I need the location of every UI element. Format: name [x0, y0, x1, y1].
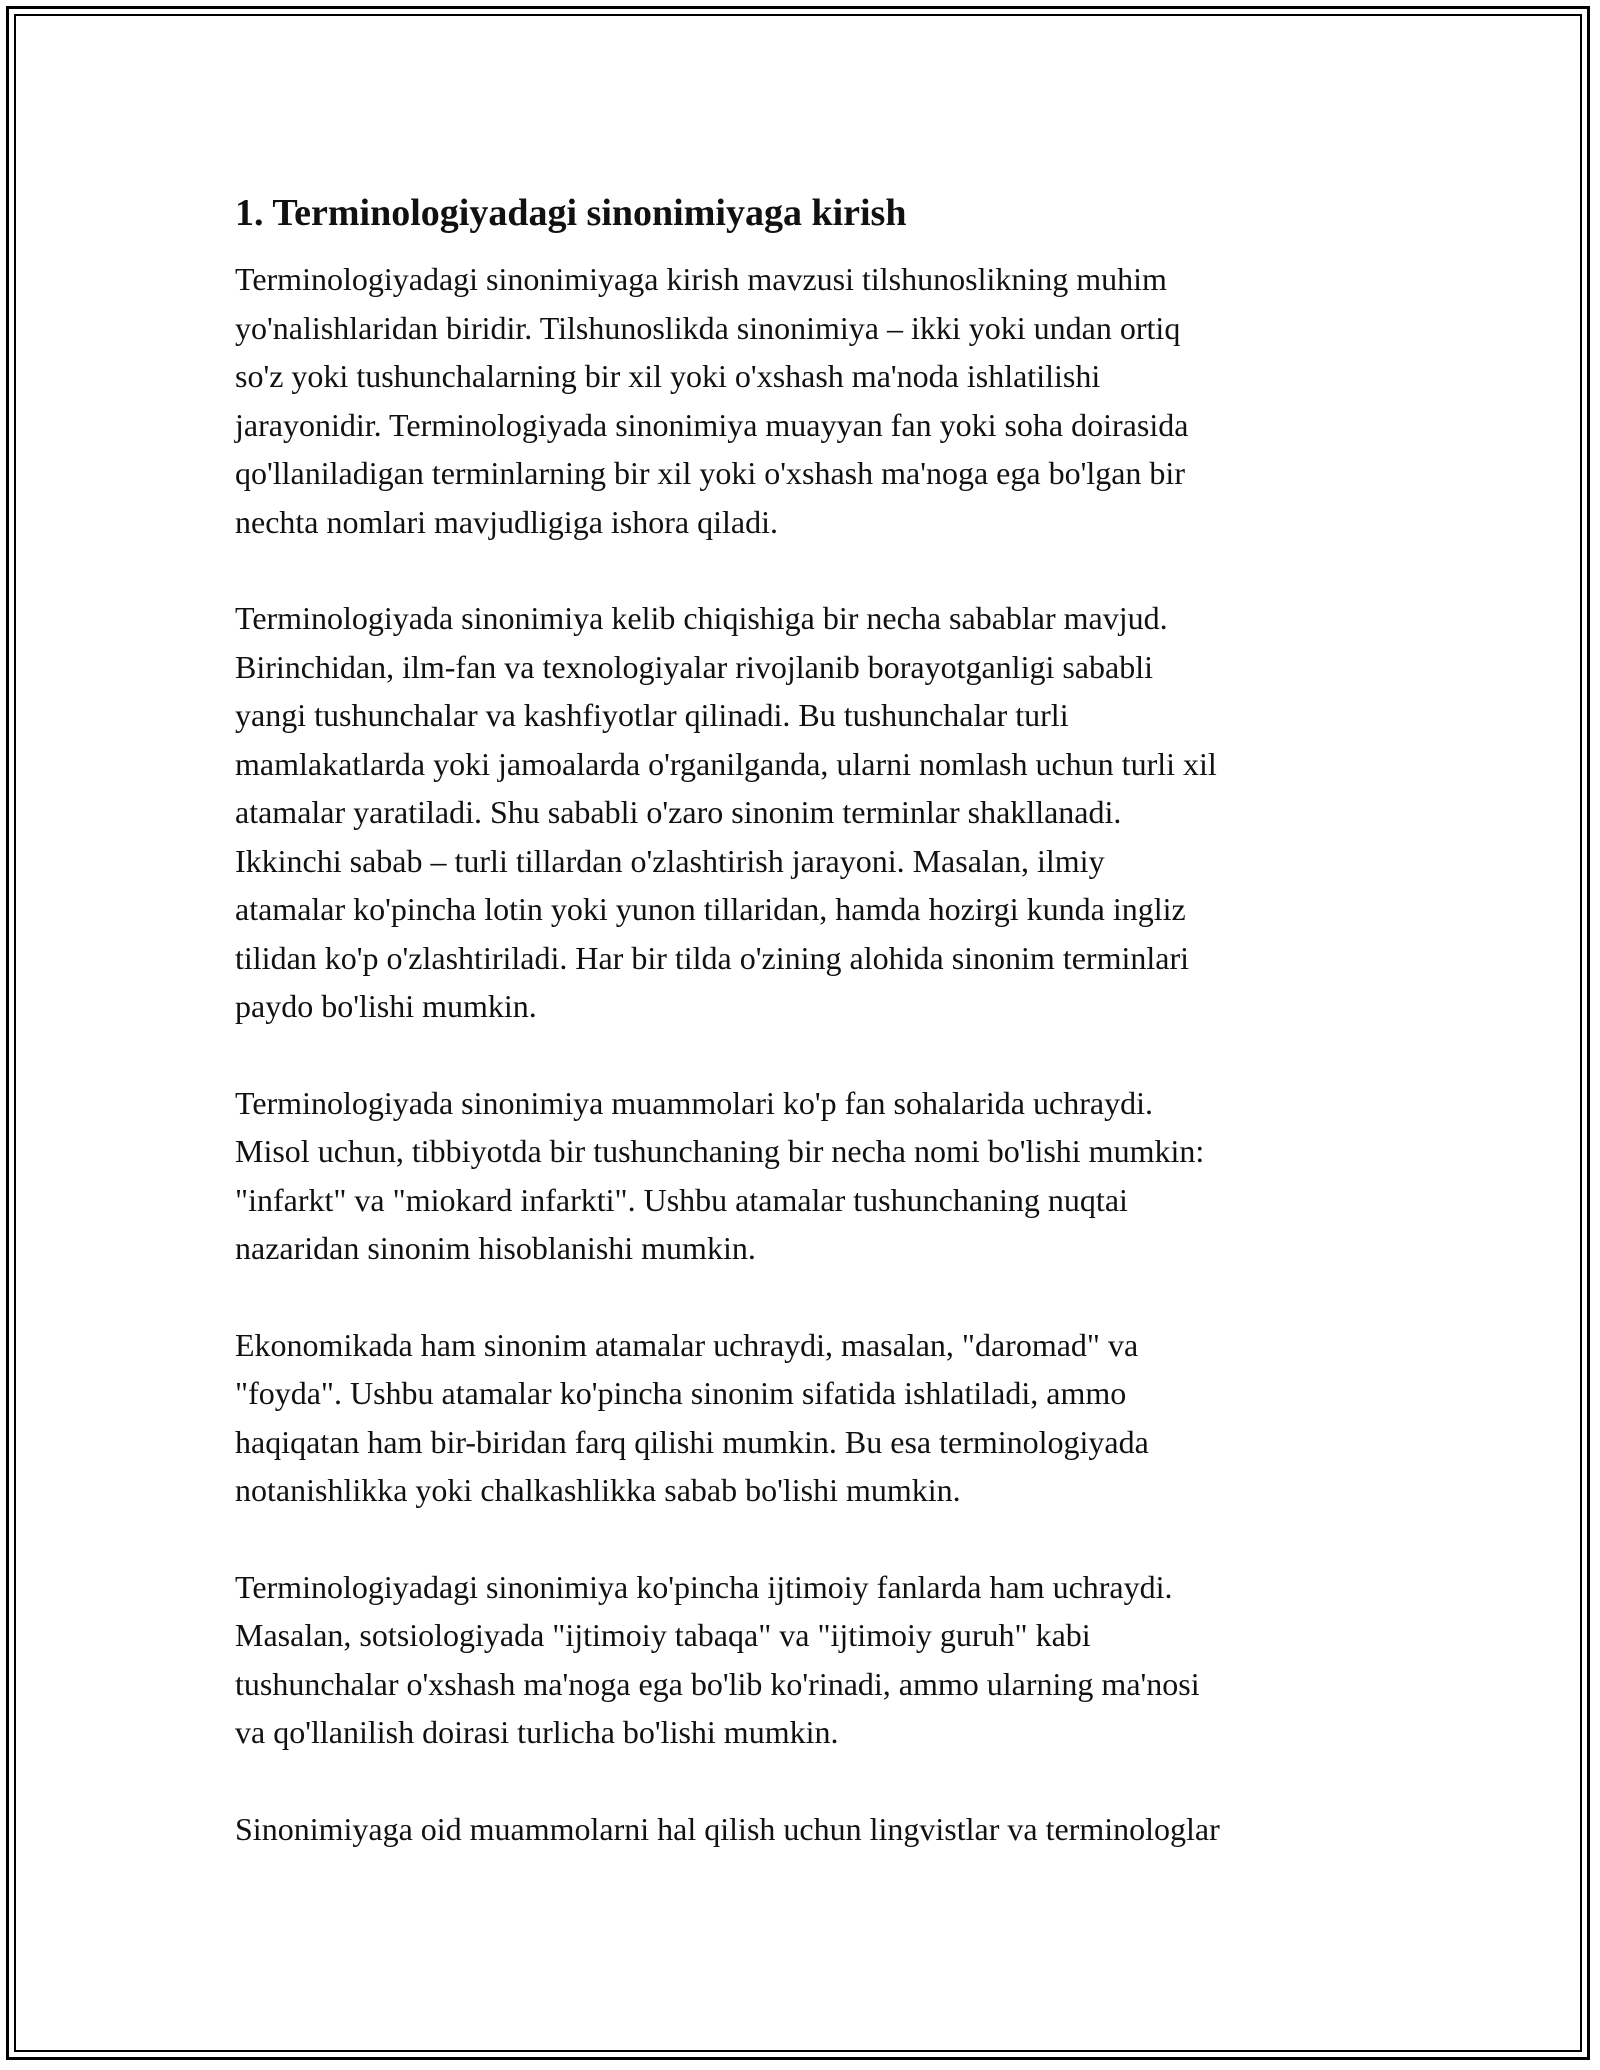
paragraph-5: Terminologiyadagi sinonimiya ko'pincha ijtimoiy fanlarda ham uchraydi. Masalan, sotsiologiyada "ijtimoiy tabaqa" va "ijtimoiy guruh" kabi tushunchalar o'xshash ma'noga ega bo'lib ko'rinadi, ammo ularning ma'nosi va qo'llanilish doirasi turlicha bo'lishi mumkin. [235, 1568, 1200, 1750]
section-heading: 1. Terminologiyadagi sinonimiyaga kirish [235, 192, 907, 234]
paragraph-2: Terminologiyada sinonimiya kelib chiqishiga bir necha sabablar mavjud. Birinchidan, ilm-fan va texnologiyalar rivojlanib borayotganligi sababli yangi tushunchalar va kashfiyotlar qilinadi. Bu tushunchalar turli mamlakatlarda yoki jamoalarda o'rganilganda, ularni nomlash uchun turli xil atamalar yaratiladi. Shu sababli o'zaro sinonim terminlar shakllanadi. Ikkinchi sabab – turli tillardan o'zlashtirish jarayoni. Masalan, ilmiy atamalar ko'pincha lotin yoki yunon tillaridan, hamda hozirgi kunda ingliz tilidan ko'p o'zlashtiriladi. Har bir tilda o'zining alohida sinonim terminlari paydo bo'lishi mumkin. [235, 600, 1217, 1024]
paragraph-6: Sinonimiyaga oid muammolarni hal qilish uchun lingvistlar va terminologlar [235, 1810, 1220, 1847]
paragraph-4: Ekonomikada ham sinonim atamalar uchraydi, masalan, "daromad" va "foyda". Ushbu atamalar ko'pincha sinonim sifatida ishlatiladi, ammo haqiqatan ham bir-biridan farq qilishi mumkin. Bu esa terminologiyada notanishlikka yoki chalkashlikka sabab bo'lishi mumkin. [235, 1326, 1149, 1508]
paragraph-1: Terminologiyadagi sinonimiyaga kirish mavzusi tilshunoslikning muhim yo'nalishlaridan biridir. Tilshunoslikda sinonimiya – ikki yoki undan ortiq so'z yoki tushunchalarning bir xil yoki o'xshash ma'noda ishlatilishi jarayonidir. Terminologiyada sinonimiya muayyan fan yoki soha doirasida qo'llaniladigan terminlarning bir xil yoki o'xshash ma'noga ega bo'lgan bir nechta nomlari mavjudligiga ishora qiladi. [235, 261, 1189, 540]
paragraph-3: Terminologiyada sinonimiya muammolari ko'p fan sohalarida uchraydi. Misol uchun, tibbiyotda bir tushunchaning bir necha nomi bo'lishi mumkin: "infarkt" va "miokard infarkti". Ushbu atamalar tushunchaning nuqtai nazaridan sinonim hisoblanishi mumkin. [235, 1084, 1205, 1266]
document-body [235, 185, 1375, 1901]
